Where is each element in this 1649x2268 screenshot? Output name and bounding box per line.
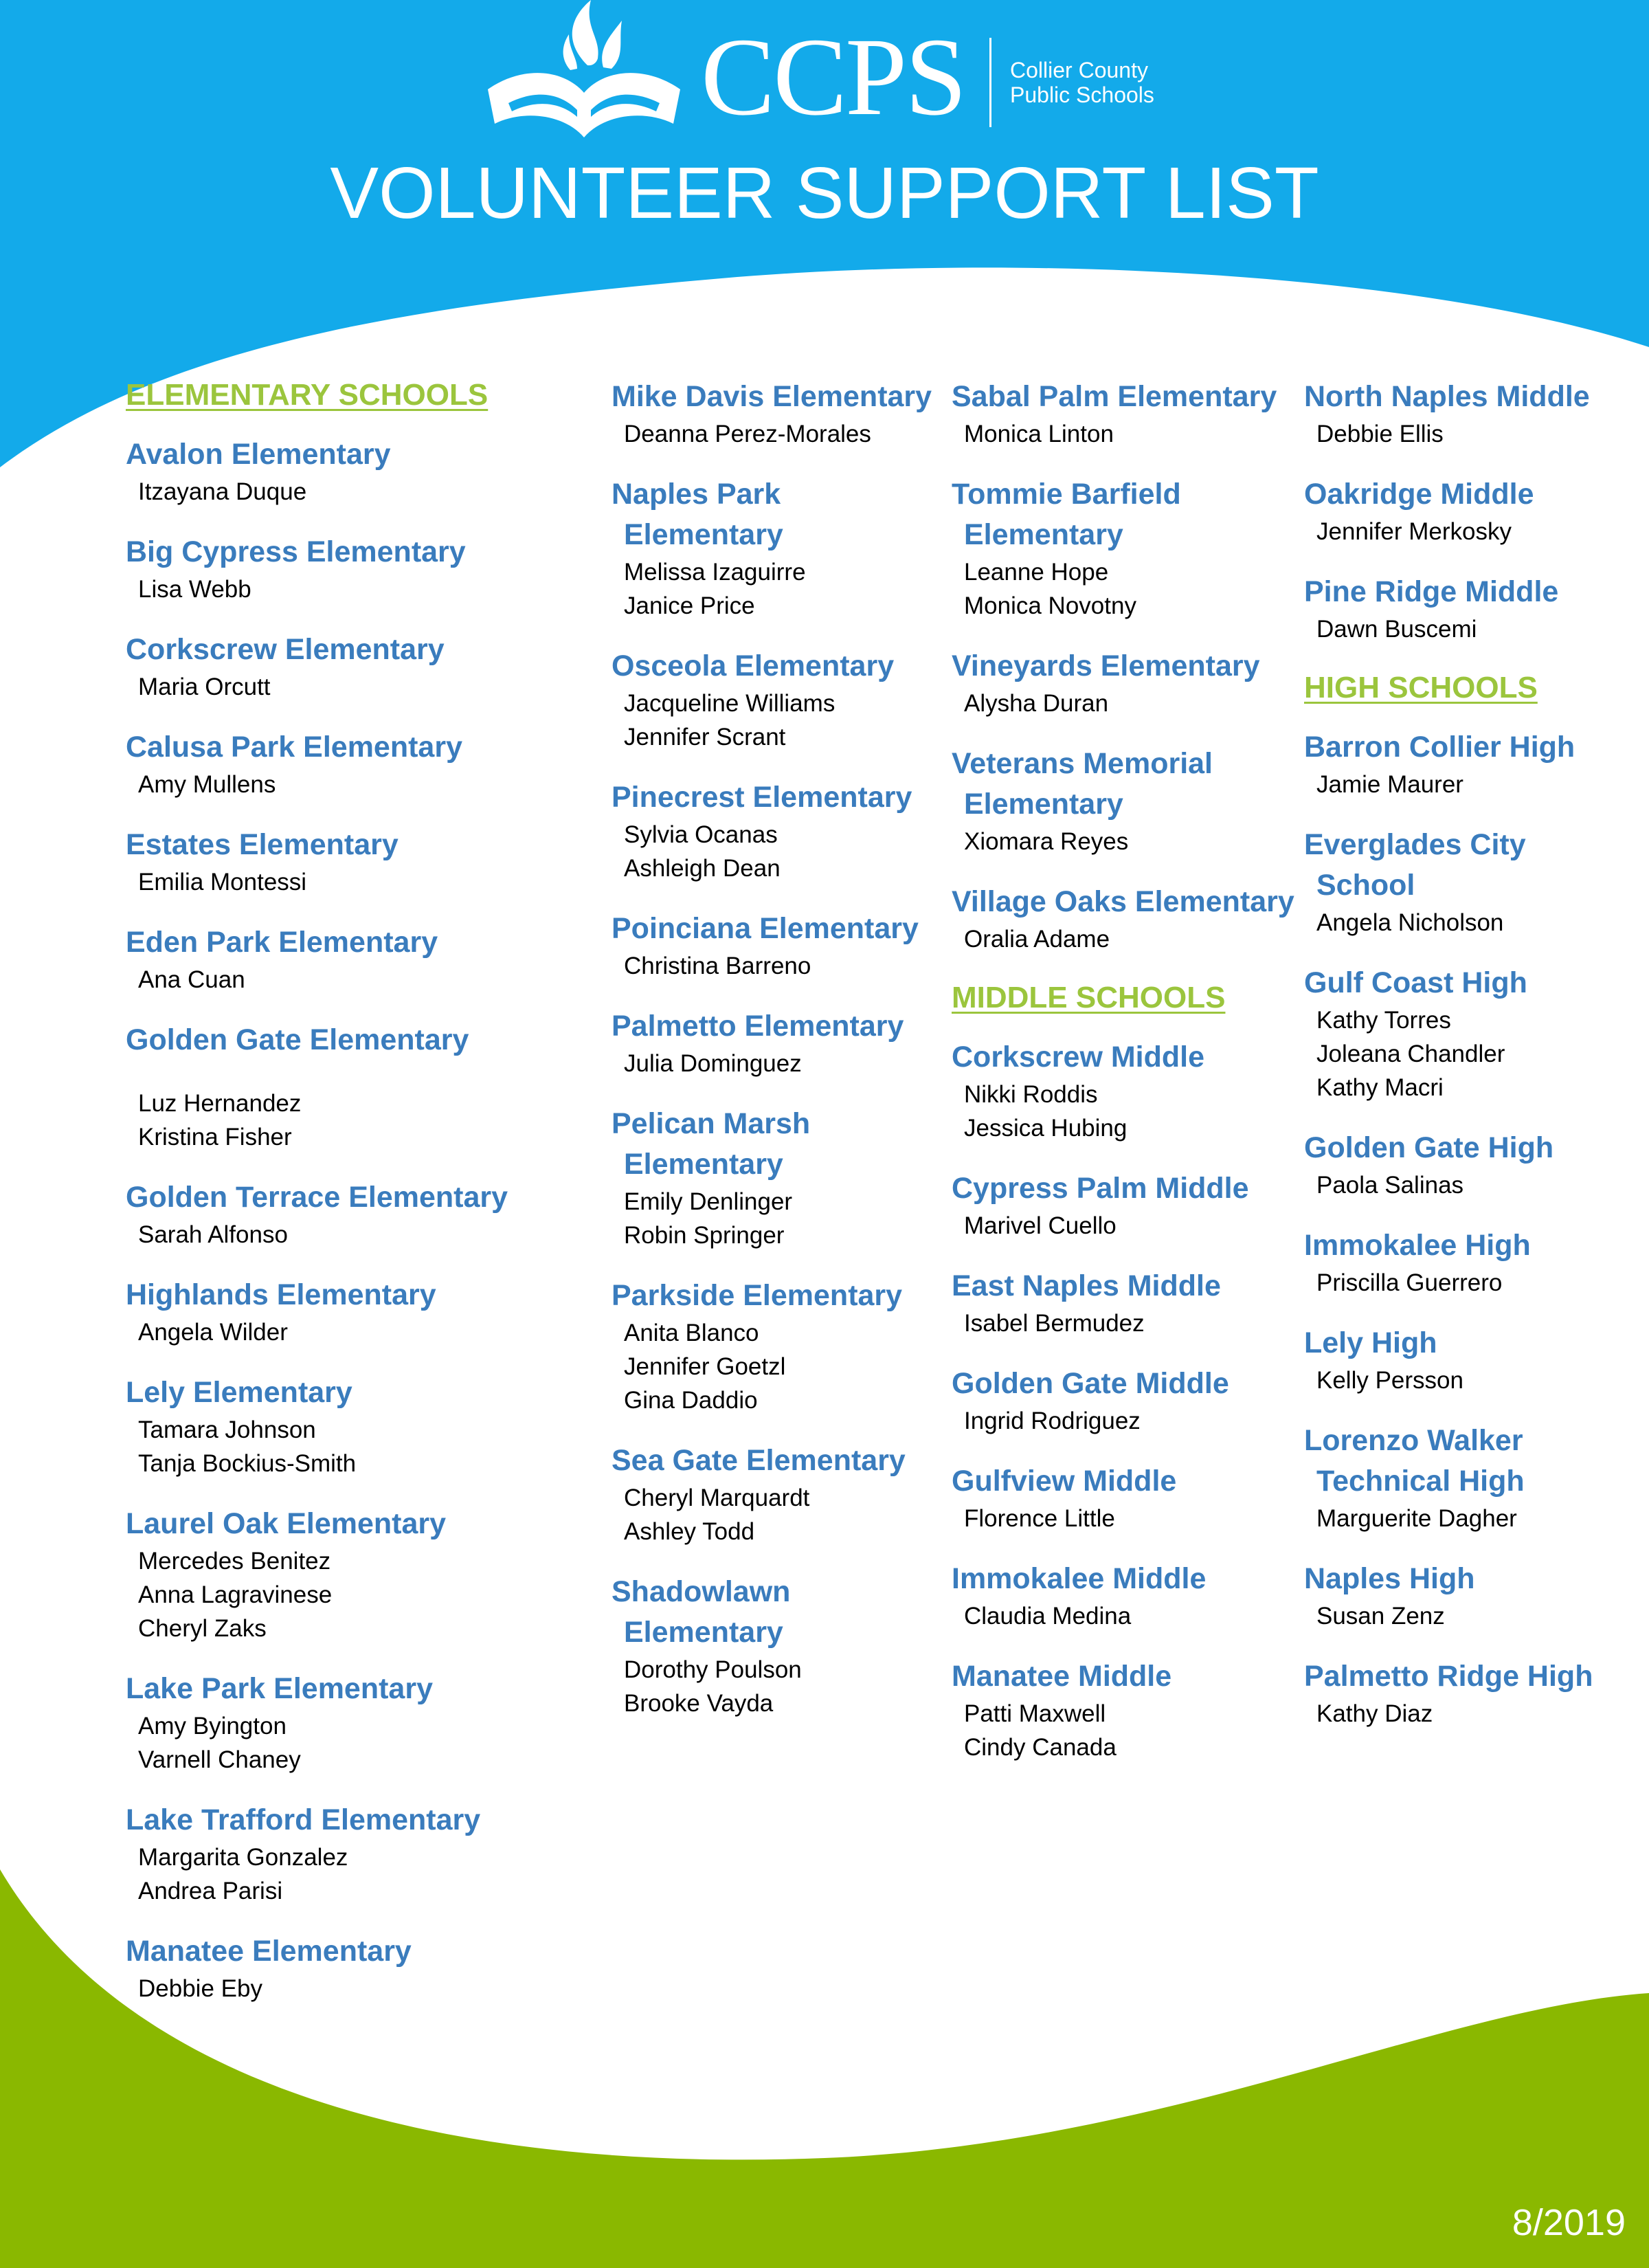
school-name: Manatee Elementary bbox=[126, 1935, 412, 1968]
contact-list bbox=[126, 1544, 607, 1645]
contact-name: Varnell Chaney bbox=[138, 1746, 301, 1773]
school-name: Corkscrew Middle bbox=[952, 1041, 1204, 1074]
school-entry bbox=[612, 474, 941, 623]
contact-name: Robin Springer bbox=[624, 1222, 785, 1249]
contact-list bbox=[126, 1218, 607, 1252]
open-book-flame-icon bbox=[481, 0, 687, 137]
contact-name: Anna Lagravinese bbox=[138, 1581, 333, 1608]
contact-list bbox=[1304, 1168, 1627, 1202]
contact-list bbox=[1304, 1266, 1627, 1300]
school-entry bbox=[126, 727, 607, 801]
school-entry bbox=[612, 646, 941, 754]
contact-name: Jessica Hubing bbox=[964, 1115, 1128, 1142]
school-entry bbox=[952, 646, 1295, 720]
school-name: Immokalee High bbox=[1304, 1229, 1531, 1262]
contact-name: Kathy Torres bbox=[1316, 1007, 1451, 1034]
school-entry bbox=[952, 1656, 1295, 1764]
section-heading: ELEMENTARY SCHOOLS bbox=[126, 378, 489, 412]
school-entry bbox=[952, 1364, 1295, 1438]
school-entry bbox=[952, 1461, 1295, 1535]
contact-list bbox=[952, 825, 1295, 858]
contact-list bbox=[952, 687, 1295, 720]
school-name: Immokalee Middle bbox=[952, 1562, 1207, 1595]
contact-name: Ingrid Rodriguez bbox=[964, 1408, 1141, 1434]
school-entry bbox=[126, 1275, 607, 1349]
school-entry bbox=[126, 825, 607, 899]
school-name: Gulf Coast High bbox=[1304, 966, 1527, 999]
school-name: Golden Gate Elementary bbox=[126, 1023, 469, 1056]
org-name-line-2: Public Schools bbox=[1010, 82, 1154, 107]
org-name bbox=[1010, 58, 1189, 107]
contact-list bbox=[952, 922, 1295, 956]
school-name: Pelican Marsh Elementary bbox=[612, 1107, 811, 1181]
contact-name: Kelly Persson bbox=[1316, 1367, 1463, 1394]
contact-name: Jamie Maurer bbox=[1316, 771, 1463, 798]
school-name: Lorenzo Walker Technical High bbox=[1304, 1424, 1525, 1498]
contact-name: Joleana Chandler bbox=[1316, 1041, 1505, 1067]
contact-list bbox=[126, 1972, 607, 2005]
contact-name: Julia Dominguez bbox=[624, 1050, 802, 1077]
school-name: Mike Davis Elementary bbox=[612, 380, 932, 413]
school-entry bbox=[126, 1800, 607, 1908]
column-1 bbox=[126, 377, 607, 2029]
school-entry bbox=[126, 1931, 607, 2005]
contact-name: Marivel Cuello bbox=[964, 1212, 1117, 1239]
contact-name: Andrea Parisi bbox=[138, 1878, 283, 1904]
contact-list bbox=[126, 1315, 607, 1349]
school-name: Everglades City School bbox=[1304, 828, 1526, 902]
school-name: Palmetto Ridge High bbox=[1304, 1660, 1593, 1693]
school-entry bbox=[1304, 1656, 1627, 1731]
school-entry bbox=[1304, 1421, 1627, 1535]
contact-name: Jennifer Merkosky bbox=[1316, 518, 1512, 545]
school-entry bbox=[126, 1504, 607, 1645]
contact-list bbox=[126, 475, 607, 509]
school-name: Golden Terrace Elementary bbox=[126, 1181, 508, 1214]
contact-list bbox=[1304, 515, 1627, 548]
school-entry bbox=[612, 1441, 941, 1548]
contact-name: Ana Cuan bbox=[138, 966, 245, 993]
school-name: Eden Park Elementary bbox=[126, 926, 438, 959]
contact-name: Emilia Montessi bbox=[138, 869, 307, 896]
contact-list bbox=[126, 572, 607, 606]
school-name: Golden Gate Middle bbox=[952, 1367, 1229, 1400]
contact-name: Monica Linton bbox=[964, 421, 1114, 447]
school-entry bbox=[126, 922, 607, 997]
school-entry bbox=[1304, 1128, 1627, 1202]
contact-list bbox=[612, 1047, 941, 1080]
contact-name: Jennifer Goetzl bbox=[624, 1353, 786, 1380]
contact-list bbox=[1304, 612, 1627, 646]
contact-name: Marguerite Dagher bbox=[1316, 1505, 1517, 1532]
school-name: Naples High bbox=[1304, 1562, 1475, 1595]
school-entry bbox=[612, 377, 941, 451]
contact-name: Jacqueline Williams bbox=[624, 690, 835, 717]
school-entry bbox=[612, 777, 941, 885]
contact-list bbox=[952, 1599, 1295, 1633]
school-name: Sea Gate Elementary bbox=[612, 1444, 906, 1477]
contact-list bbox=[1304, 417, 1627, 451]
contact-name: Florence Little bbox=[964, 1505, 1115, 1532]
school-entry bbox=[126, 532, 607, 606]
contact-list bbox=[126, 768, 607, 801]
school-entry bbox=[952, 377, 1295, 451]
contact-name: Tanja Bockius-Smith bbox=[138, 1450, 357, 1477]
contact-name: Debbie Eby bbox=[138, 1975, 262, 2002]
school-entry bbox=[1304, 963, 1627, 1104]
contact-list bbox=[1304, 906, 1627, 940]
contact-name: Monica Novotny bbox=[964, 592, 1136, 619]
school-name: Palmetto Elementary bbox=[612, 1010, 904, 1043]
contact-name: Janice Price bbox=[624, 592, 755, 619]
contact-name: Sarah Alfonso bbox=[138, 1221, 288, 1248]
school-name: East Naples Middle bbox=[952, 1269, 1221, 1302]
contact-list bbox=[952, 1502, 1295, 1535]
contact-name: Maria Orcutt bbox=[138, 674, 271, 700]
contact-name: Cindy Canada bbox=[964, 1734, 1117, 1761]
school-entry bbox=[126, 434, 607, 509]
school-entry bbox=[126, 1020, 607, 1154]
section-heading: MIDDLE SCHOOLS bbox=[952, 981, 1226, 1014]
section-heading: HIGH SCHOOLS bbox=[1304, 671, 1538, 704]
contact-list bbox=[126, 1413, 607, 1480]
school-name: Avalon Elementary bbox=[126, 438, 391, 471]
contact-name: Dorothy Poulson bbox=[624, 1656, 802, 1683]
contact-name: Ashley Todd bbox=[624, 1518, 755, 1545]
school-entry bbox=[952, 474, 1295, 623]
school-entry bbox=[1304, 1323, 1627, 1397]
school-entry bbox=[126, 1177, 607, 1252]
school-name: Parkside Elementary bbox=[612, 1279, 903, 1312]
school-name: Naples Park Elementary bbox=[612, 478, 783, 551]
school-entry bbox=[952, 1168, 1295, 1243]
school-entry bbox=[1304, 572, 1627, 646]
contact-list bbox=[612, 1481, 941, 1548]
school-name: Lely High bbox=[1304, 1326, 1437, 1359]
school-entry bbox=[952, 1037, 1295, 1145]
school-entry bbox=[126, 1669, 607, 1777]
contact-list bbox=[1304, 1003, 1627, 1104]
contact-list bbox=[952, 555, 1295, 623]
contact-list bbox=[126, 1841, 607, 1908]
school-entry bbox=[1304, 1225, 1627, 1300]
contact-name: Jennifer Scrant bbox=[624, 724, 786, 751]
contact-list bbox=[952, 1307, 1295, 1340]
date-stamp: 8/2019 bbox=[1512, 2202, 1626, 2243]
contact-name: Gina Daddio bbox=[624, 1387, 758, 1414]
contact-name: Susan Zenz bbox=[1316, 1603, 1445, 1630]
contact-name: Ashleigh Dean bbox=[624, 855, 781, 882]
contact-list bbox=[612, 1653, 941, 1720]
school-entry bbox=[612, 1572, 941, 1720]
school-name: Oakridge Middle bbox=[1304, 478, 1534, 511]
school-name: Gulfview Middle bbox=[952, 1465, 1177, 1498]
school-entry bbox=[952, 744, 1295, 858]
school-name: Village Oaks Elementary bbox=[952, 885, 1294, 918]
school-entry bbox=[1304, 825, 1627, 940]
school-name: Osceola Elementary bbox=[612, 649, 895, 682]
contact-name: Debbie Ellis bbox=[1316, 421, 1444, 447]
contact-list bbox=[612, 949, 941, 983]
contact-name: Brooke Vayda bbox=[624, 1690, 774, 1717]
contact-name: Melissa Izaguirre bbox=[624, 559, 806, 586]
contact-name: Mercedes Benitez bbox=[138, 1548, 331, 1575]
contact-name: Nikki Roddis bbox=[964, 1081, 1098, 1108]
contact-name: Paola Salinas bbox=[1316, 1172, 1464, 1199]
contact-name: Sylvia Ocanas bbox=[624, 821, 778, 848]
contact-list bbox=[952, 1697, 1295, 1764]
school-name: Calusa Park Elementary bbox=[126, 731, 462, 764]
school-name: Barron Collier High bbox=[1304, 731, 1575, 764]
contact-name: Dawn Buscemi bbox=[1316, 616, 1477, 643]
school-name: Lely Elementary bbox=[126, 1376, 352, 1409]
column-3 bbox=[952, 377, 1295, 1788]
school-name: Highlands Elementary bbox=[126, 1278, 436, 1311]
contact-list bbox=[126, 963, 607, 997]
contact-list bbox=[1304, 1364, 1627, 1397]
contact-name: Kathy Macri bbox=[1316, 1074, 1444, 1101]
school-entry bbox=[952, 1266, 1295, 1340]
school-name: Sabal Palm Elementary bbox=[952, 380, 1277, 413]
logo-wordmark: CCPS bbox=[701, 16, 965, 139]
school-name: Pine Ridge Middle bbox=[1304, 575, 1559, 608]
school-name: Shadowlawn Elementary bbox=[612, 1575, 791, 1649]
school-entry bbox=[1304, 1559, 1627, 1633]
contact-name: Angela Nicholson bbox=[1316, 909, 1504, 936]
school-name: Corkscrew Elementary bbox=[126, 633, 445, 666]
contact-name: Cheryl Marquardt bbox=[624, 1485, 810, 1511]
column-4 bbox=[1304, 377, 1627, 1754]
school-name: Laurel Oak Elementary bbox=[126, 1507, 447, 1540]
contact-name: Amy Byington bbox=[138, 1713, 287, 1739]
org-name-line-1: Collier County bbox=[1010, 58, 1148, 82]
contact-list bbox=[126, 1709, 607, 1777]
contact-name: Itzayana Duque bbox=[138, 478, 307, 505]
contact-list bbox=[612, 687, 941, 754]
school-entry bbox=[612, 1104, 941, 1252]
contact-name: Tamara Johnson bbox=[138, 1416, 316, 1443]
contact-list bbox=[952, 1078, 1295, 1145]
contact-name: Kristina Fisher bbox=[138, 1124, 292, 1150]
contact-name: Priscilla Guerrero bbox=[1316, 1269, 1503, 1296]
school-name: Big Cypress Elementary bbox=[126, 535, 466, 568]
contact-list bbox=[612, 417, 941, 451]
ccps-logo bbox=[481, 0, 1202, 137]
school-name: Golden Gate High bbox=[1304, 1131, 1554, 1164]
school-name: Tommie Barfield Elementary bbox=[952, 478, 1181, 551]
contact-name: Deanna Perez-Morales bbox=[624, 421, 871, 447]
contact-list bbox=[612, 555, 941, 623]
school-entry bbox=[612, 909, 941, 983]
school-entry bbox=[1304, 377, 1627, 451]
contact-name: Claudia Medina bbox=[964, 1603, 1132, 1630]
contact-list bbox=[952, 1404, 1295, 1438]
school-name: Pinecrest Elementary bbox=[612, 781, 912, 814]
contact-list bbox=[952, 1209, 1295, 1243]
contact-name: Emily Denlinger bbox=[624, 1188, 793, 1215]
school-entry bbox=[1304, 474, 1627, 548]
contact-name: Alysha Duran bbox=[964, 690, 1109, 717]
contact-name: Cheryl Zaks bbox=[138, 1615, 267, 1642]
contact-name: Leanne Hope bbox=[964, 559, 1109, 586]
contact-name: Kathy Diaz bbox=[1316, 1700, 1433, 1727]
school-name: Veterans Memorial Elementary bbox=[952, 747, 1213, 821]
logo-divider bbox=[989, 38, 991, 127]
page-title: VOLUNTEER SUPPORT LIST bbox=[330, 153, 1319, 234]
school-name: Vineyards Elementary bbox=[952, 649, 1260, 682]
contact-list bbox=[126, 1087, 607, 1154]
school-entry bbox=[952, 1559, 1295, 1633]
contact-name: Margarita Gonzalez bbox=[138, 1844, 348, 1871]
contact-list bbox=[1304, 768, 1627, 801]
school-entry bbox=[612, 1276, 941, 1417]
contact-name: Christina Barreno bbox=[624, 953, 811, 979]
contact-list bbox=[952, 417, 1295, 451]
school-name: Cypress Palm Middle bbox=[952, 1172, 1249, 1205]
school-entry bbox=[126, 1372, 607, 1480]
contact-list bbox=[612, 1185, 941, 1252]
contact-list bbox=[1304, 1697, 1627, 1731]
contact-list bbox=[1304, 1502, 1627, 1535]
column-2 bbox=[612, 377, 941, 1744]
school-entry bbox=[952, 882, 1295, 956]
contact-name: Angela Wilder bbox=[138, 1319, 288, 1346]
contact-name: Lisa Webb bbox=[138, 576, 251, 603]
contact-list bbox=[1304, 1599, 1627, 1633]
contact-name: Amy Mullens bbox=[138, 771, 276, 798]
school-entry bbox=[612, 1006, 941, 1080]
contact-name: Patti Maxwell bbox=[964, 1700, 1106, 1727]
contact-list bbox=[612, 818, 941, 885]
contact-name: Luz Hernandez bbox=[138, 1090, 302, 1117]
school-entry bbox=[1304, 727, 1627, 801]
contact-list bbox=[126, 670, 607, 704]
contact-list bbox=[612, 1316, 941, 1417]
school-name: Poinciana Elementary bbox=[612, 912, 919, 945]
school-name: Manatee Middle bbox=[952, 1660, 1172, 1693]
school-name: Estates Elementary bbox=[126, 828, 399, 861]
contact-name: Xiomara Reyes bbox=[964, 828, 1129, 855]
contact-name: Anita Blanco bbox=[624, 1320, 759, 1346]
school-name: North Naples Middle bbox=[1304, 380, 1590, 413]
school-name: Lake Trafford Elementary bbox=[126, 1803, 481, 1836]
contact-list bbox=[126, 865, 607, 899]
contact-name: Oralia Adame bbox=[964, 926, 1110, 953]
school-name: Lake Park Elementary bbox=[126, 1672, 433, 1705]
contact-name: Isabel Bermudez bbox=[964, 1310, 1145, 1337]
school-entry bbox=[126, 630, 607, 704]
